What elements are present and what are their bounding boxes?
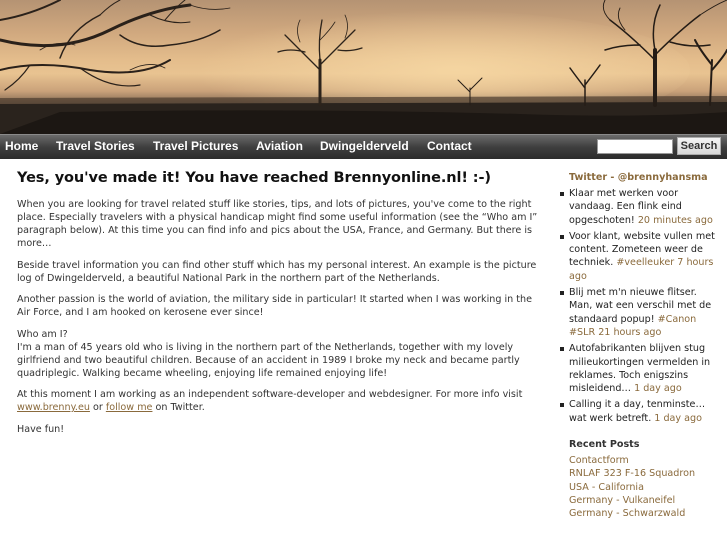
search-input[interactable]	[597, 139, 673, 154]
tweet-text: Voor klant, website vullen met content. Zometeen weer de techniek.	[569, 230, 715, 269]
who-am-i-text: I'm a man of 45 years old who is living in the northern part of the Netherlands, together with my lovely girlfriend and two beautiful children. Because of an accident in 1989 I broke my neck and became partly quadriplegic. Walking became wheeling, enjoying life remained enjoying life!	[17, 341, 520, 379]
tweet-list	[569, 187, 719, 425]
tweet-time-link[interactable]: 1 day ago	[634, 383, 682, 395]
tweet-time-link[interactable]: 7 hours ago	[569, 257, 714, 282]
who-am-i-paragraph	[17, 328, 542, 380]
recent-post-item	[569, 494, 719, 507]
page-title: Yes, you've made it! You have reached Brennyonline.nl! :-)	[17, 170, 491, 186]
recent-posts-title: Recent Posts	[569, 439, 640, 451]
tweet-time-link[interactable]: 1 day ago	[654, 412, 702, 424]
tweet-item	[569, 187, 719, 227]
hashtag-link[interactable]: #Canon	[657, 313, 697, 325]
nav-travel-stories[interactable]: Travel Stories	[56, 139, 135, 153]
recent-post-link[interactable]: Germany - Vulkaneifel	[569, 494, 676, 506]
nav-aviation[interactable]: Aviation	[256, 139, 303, 153]
tweet-item	[569, 398, 719, 425]
sunset-trees-image	[0, 0, 727, 134]
tweet-time-link[interactable]: 20 minutes ago	[637, 214, 713, 226]
brenny-link[interactable]: www.brenny.eu	[17, 402, 90, 413]
aviation-paragraph: Another passion is the world of aviation, the military side in particular! It started when I was working in the Air Force, and I am hooked on kerosene ever since!	[17, 294, 533, 318]
recent-post-item	[569, 467, 719, 480]
sidebar	[569, 172, 719, 521]
contact-paragraph	[17, 388, 542, 414]
contact-text-post: on Twitter.	[152, 402, 205, 413]
recent-post-item	[569, 454, 719, 467]
main-navigation	[0, 134, 727, 159]
tweet-text: Autofabrikanten blijven stug milieukortingen vermelden in reklames. Toch enigszins misleidend…	[569, 343, 711, 395]
twitter-widget-title	[569, 172, 719, 183]
search-button[interactable]: Search	[677, 137, 721, 155]
hashtag-link[interactable]: #veelleuker	[616, 257, 675, 269]
follow-me-link[interactable]: follow me	[105, 402, 153, 413]
recent-posts-list	[569, 454, 719, 520]
tweet-item	[569, 230, 719, 283]
main-content	[17, 170, 542, 444]
tweet-item	[569, 286, 719, 339]
tweet-meta	[634, 383, 682, 394]
recent-post-link[interactable]: USA - California	[569, 481, 644, 493]
contact-text-pre: At this moment I am working as an independent software-developer and webdesigner. For more info visit	[17, 389, 523, 400]
tweet-meta	[638, 215, 713, 226]
nav-home[interactable]: Home	[5, 139, 39, 153]
who-am-i-heading: Who am I?	[17, 328, 68, 340]
nav-dwingelderveld[interactable]: Dwingelderveld	[320, 139, 409, 153]
recent-post-link[interactable]: Contactform	[569, 455, 629, 467]
tweet-item	[569, 342, 719, 395]
nav-travel-pictures[interactable]: Travel Pictures	[153, 139, 239, 153]
tweet-time-link[interactable]: 21 hours ago	[598, 326, 662, 338]
tweet-text: Calling it a day, tenminste… wat werk betreft.	[569, 399, 706, 424]
twitter-title-link[interactable]: Twitter - @brennyhansma	[569, 172, 708, 183]
tweet-text: Klaar met werken voor vandaag. Een flink eind opgeschoten!	[569, 188, 682, 226]
intro-paragraph: When you are looking for travel related stuff like stories, tips, and lots of pictures, you've come to the right place. Especially travelers with a physical handicap might find some useful information (see the “Who am I” paragraph below). At this time you can find info and pics about the USA, France, and Germany. But there is more…	[17, 199, 538, 249]
header-banner	[0, 0, 727, 134]
recent-post-link[interactable]: Germany - Schwarzwald	[569, 508, 686, 520]
hashtag-link[interactable]: #SLR	[569, 326, 596, 338]
contact-text-mid: or	[89, 402, 106, 413]
recent-post-link[interactable]: RNLAF 323 F-16 Squadron	[569, 468, 696, 480]
recent-post-item	[569, 481, 719, 494]
recent-posts-widget	[569, 439, 719, 520]
tweet-meta	[654, 413, 702, 424]
beside-paragraph: Beside travel information you can find other stuff which has my personal interest. An example is the picture log of Dwingelderveld, a beautiful National Park in the northern part of the Netherlands.	[17, 259, 537, 284]
have-fun-paragraph: Have fun!	[17, 423, 65, 435]
recent-post-item	[569, 507, 719, 520]
tweet-text: Blij met m'n nieuwe flitser. Man, wat een verschil met de standaard popup!	[569, 287, 712, 325]
nav-contact[interactable]: Contact	[427, 139, 472, 153]
